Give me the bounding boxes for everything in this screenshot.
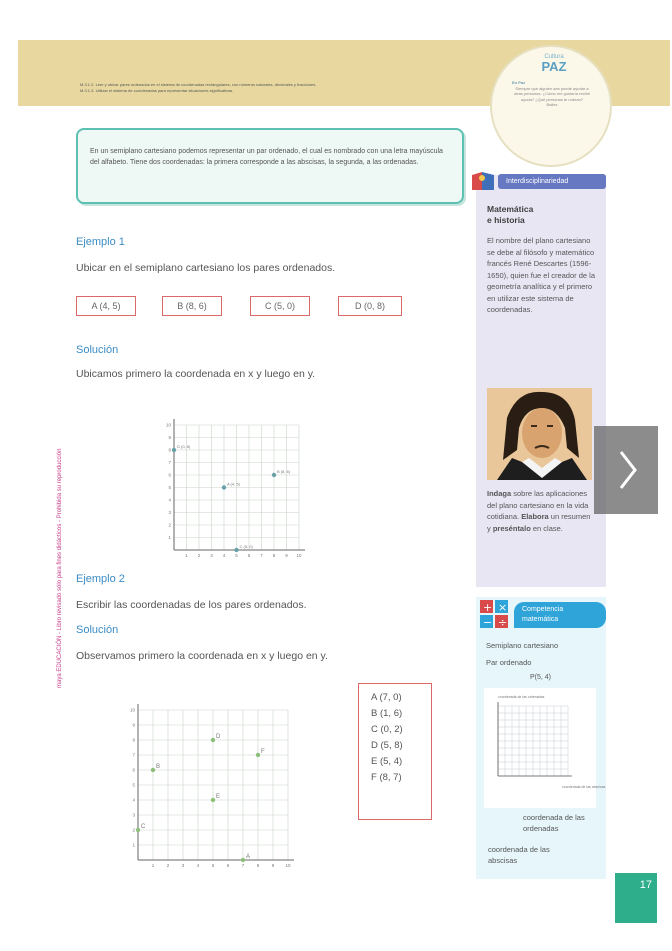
x-tick-label: 10	[285, 863, 291, 868]
y-tick-label: 8	[132, 737, 135, 743]
y-tick-label: 3	[168, 510, 171, 515]
data-point	[241, 858, 245, 862]
descartes-illustration	[487, 388, 592, 480]
definition-text: En un semiplano cartesiano podemos representar un par ordenado, el cual es nombrado con una letra mayúscula del alfabeto. Tiene dos coordenadas: la primera corresponde a las abscisas, la segunda, a las ordenadas.	[90, 148, 443, 166]
x-tick-label: 3	[181, 863, 185, 868]
x-tick-label: 6	[226, 863, 230, 868]
x-tick-label: 5	[235, 553, 238, 558]
pair-box: A (4, 5)	[76, 296, 136, 316]
task-bold-1: Indaga	[487, 489, 512, 498]
competence-line-1: Semiplano cartesiano	[486, 641, 559, 650]
point-label: A	[246, 854, 251, 860]
task-bold-3: preséntalo	[492, 523, 531, 533]
label-abscissas: coordenada de las abscisas	[488, 845, 550, 865]
competence-point: P(5, 4)	[530, 674, 552, 681]
y-tick-label: 6	[168, 472, 171, 478]
x-tick-label: 8	[272, 553, 276, 558]
x-tick-label: 5	[211, 863, 215, 868]
competence-tag-line2: matemática	[522, 616, 559, 623]
side-credit	[50, 268, 64, 688]
objective-1: M.3.1.2. Leer y ubicar pares ordenados en el sistema de coordenadas rectangulares, con números naturales, decimales y fracciones.	[80, 82, 317, 87]
point-label: C (5, 0)	[239, 544, 253, 549]
chart-example1	[158, 402, 310, 564]
y-tick-label: 10	[129, 707, 135, 713]
side-credit-text: maya EDUCACIÓN - Libro revisado sólo para fines didácticos - Prohibida su reproducción	[57, 448, 63, 688]
interdisciplinary-text: El nombre del plano cartesiano se debe al filósofo y matemático francés René Descartes (1596-1650), quien fue el creador de la geometría analítica y el primero en utilizar este sistema de coordenadas.	[487, 236, 595, 314]
point-label: D	[216, 734, 221, 740]
x-tick-label: 2	[197, 553, 201, 558]
pair-box: C (5, 0)	[250, 296, 310, 316]
y-tick-label: 10	[165, 422, 171, 428]
objective-2: M.3.1.3. Utilizar el sistema de coordenadas para representar situaciones significativas.	[80, 88, 234, 93]
interdisciplinary-tag-label: Interdisciplinariedad	[498, 174, 606, 189]
y-tick-label: 2	[168, 522, 171, 528]
x-tick-label: 4	[222, 553, 226, 558]
y-tick-label: 3	[132, 812, 135, 818]
pair-box: D (0, 8)	[338, 296, 402, 316]
task-bold-2: Elabora	[521, 512, 549, 521]
y-tick-label: 1	[168, 535, 171, 540]
x-tick-label: 9	[285, 553, 288, 558]
y-tick-label: 1	[132, 842, 135, 848]
task-part-1: sobre las aplicaciones del plano cartesiano en la vida cotidiana.	[487, 489, 589, 521]
task-part-2: un resumen y	[487, 512, 591, 533]
definition-box	[76, 128, 464, 204]
svg-text:×: ×	[498, 601, 508, 614]
x-tick-label: 1	[185, 553, 188, 558]
peace-footer: Bailes	[546, 102, 558, 107]
peace-body: Siempre que alguien sea puede ayudar a otras personas. ¿Cómo me gustaría recibir ayuda? ¿Qué personas te rodean?	[513, 85, 591, 102]
interdisciplinary-tag	[470, 170, 606, 192]
mini-x-label: coordenada de las abscisas	[562, 785, 606, 789]
point-label: D (0, 8)	[177, 444, 191, 449]
peace-logo-top: Cultura	[544, 54, 564, 60]
y-tick-label: 9	[168, 435, 171, 440]
math-operations-icon	[480, 600, 510, 628]
point-label: B	[156, 764, 161, 770]
point-label: A (4, 5)	[227, 481, 240, 487]
solution2-heading: Solución	[76, 624, 119, 636]
title-line-1: Matemática	[487, 204, 534, 214]
task-part-3: en clase.	[530, 523, 563, 533]
peace-logo-big: PAZ	[541, 59, 567, 74]
interdisciplinary-task	[487, 488, 595, 534]
point-label: E	[216, 794, 221, 800]
competence-mini-graph	[484, 688, 606, 808]
x-tick-label: 7	[260, 553, 263, 558]
mini-y-label: coordenada de las ordenadas	[498, 695, 545, 699]
page-number: 17	[615, 873, 657, 923]
point-label: F	[261, 749, 265, 755]
solution1-heading: Solución	[76, 344, 119, 356]
y-tick-label: 5	[168, 485, 171, 490]
answer-item: B (1, 6)	[371, 708, 403, 719]
y-tick-label: 7	[132, 752, 135, 758]
chart-example2	[118, 694, 306, 872]
point-label: B (8, 6)	[277, 469, 291, 474]
y-tick-label: 8	[168, 447, 171, 453]
data-point	[256, 753, 260, 757]
x-tick-label: 4	[196, 863, 200, 868]
peace-text	[512, 80, 592, 108]
x-tick-label: 3	[210, 553, 213, 558]
pair-box: B (8, 6)	[162, 296, 222, 316]
x-tick-label: 7	[241, 863, 245, 868]
competence-tag	[480, 600, 606, 630]
competence-tag-line1: Competencia	[522, 606, 564, 613]
answers-box	[358, 683, 432, 820]
y-tick-label: 5	[132, 782, 135, 788]
competence-tag-label	[514, 602, 606, 628]
x-tick-label: 9	[271, 863, 275, 868]
data-point	[151, 768, 155, 772]
example1-statement: Ubicar en el semiplano cartesiano los pares ordenados.	[76, 262, 336, 274]
interdisciplinary-title	[487, 204, 599, 226]
x-tick-label: 6	[247, 553, 251, 558]
data-point	[136, 828, 140, 832]
answer-item: F (8, 7)	[371, 772, 402, 783]
svg-text:−: −	[483, 616, 493, 629]
svg-text:+: +	[483, 601, 493, 614]
y-tick-label: 7	[168, 460, 171, 465]
competence-line-2: Par ordenado	[486, 658, 532, 667]
chevron-right-icon	[594, 426, 658, 514]
peace-title: En Paz	[512, 80, 526, 85]
next-page-button[interactable]	[594, 426, 658, 514]
y-tick-label: 4	[168, 497, 171, 503]
descartes-portrait	[487, 388, 592, 480]
data-point	[272, 473, 276, 477]
data-point	[211, 738, 215, 742]
y-tick-label: 9	[132, 722, 135, 728]
title-line-2: e historia	[487, 215, 525, 225]
solution1-text: Ubicamos primero la coordenada en x y luego en y.	[76, 368, 316, 380]
answer-item: C (0, 2)	[371, 724, 403, 735]
data-point	[172, 448, 176, 452]
x-tick-label: 8	[256, 863, 260, 868]
point-label: C	[141, 824, 146, 830]
answer-item: A (7, 0)	[371, 692, 402, 703]
x-tick-label: 10	[296, 553, 302, 558]
answer-item: E (5, 4)	[371, 756, 403, 767]
y-tick-label: 6	[132, 767, 135, 773]
answer-item: D (5, 8)	[371, 740, 403, 751]
example2-statement: Escribir las coordenadas de los pares ordenados.	[76, 599, 307, 611]
y-tick-label: 2	[132, 827, 135, 833]
example2-heading: Ejemplo 2	[76, 573, 125, 585]
data-point	[211, 798, 215, 802]
x-tick-label: 2	[166, 863, 170, 868]
objectives	[80, 82, 500, 94]
peace-logo	[534, 54, 574, 74]
y-tick-label: 4	[132, 797, 135, 803]
solution2-text: Observamos primero la coordenada en x y luego en y.	[76, 650, 328, 662]
example1-heading: Ejemplo 1	[76, 236, 125, 248]
book-icon	[470, 170, 496, 192]
svg-text:÷: ÷	[498, 616, 508, 629]
label-ordinates: coordenada de las ordenadas	[523, 813, 585, 833]
x-tick-label: 1	[151, 863, 155, 868]
data-point	[234, 548, 238, 552]
data-point	[222, 485, 226, 489]
